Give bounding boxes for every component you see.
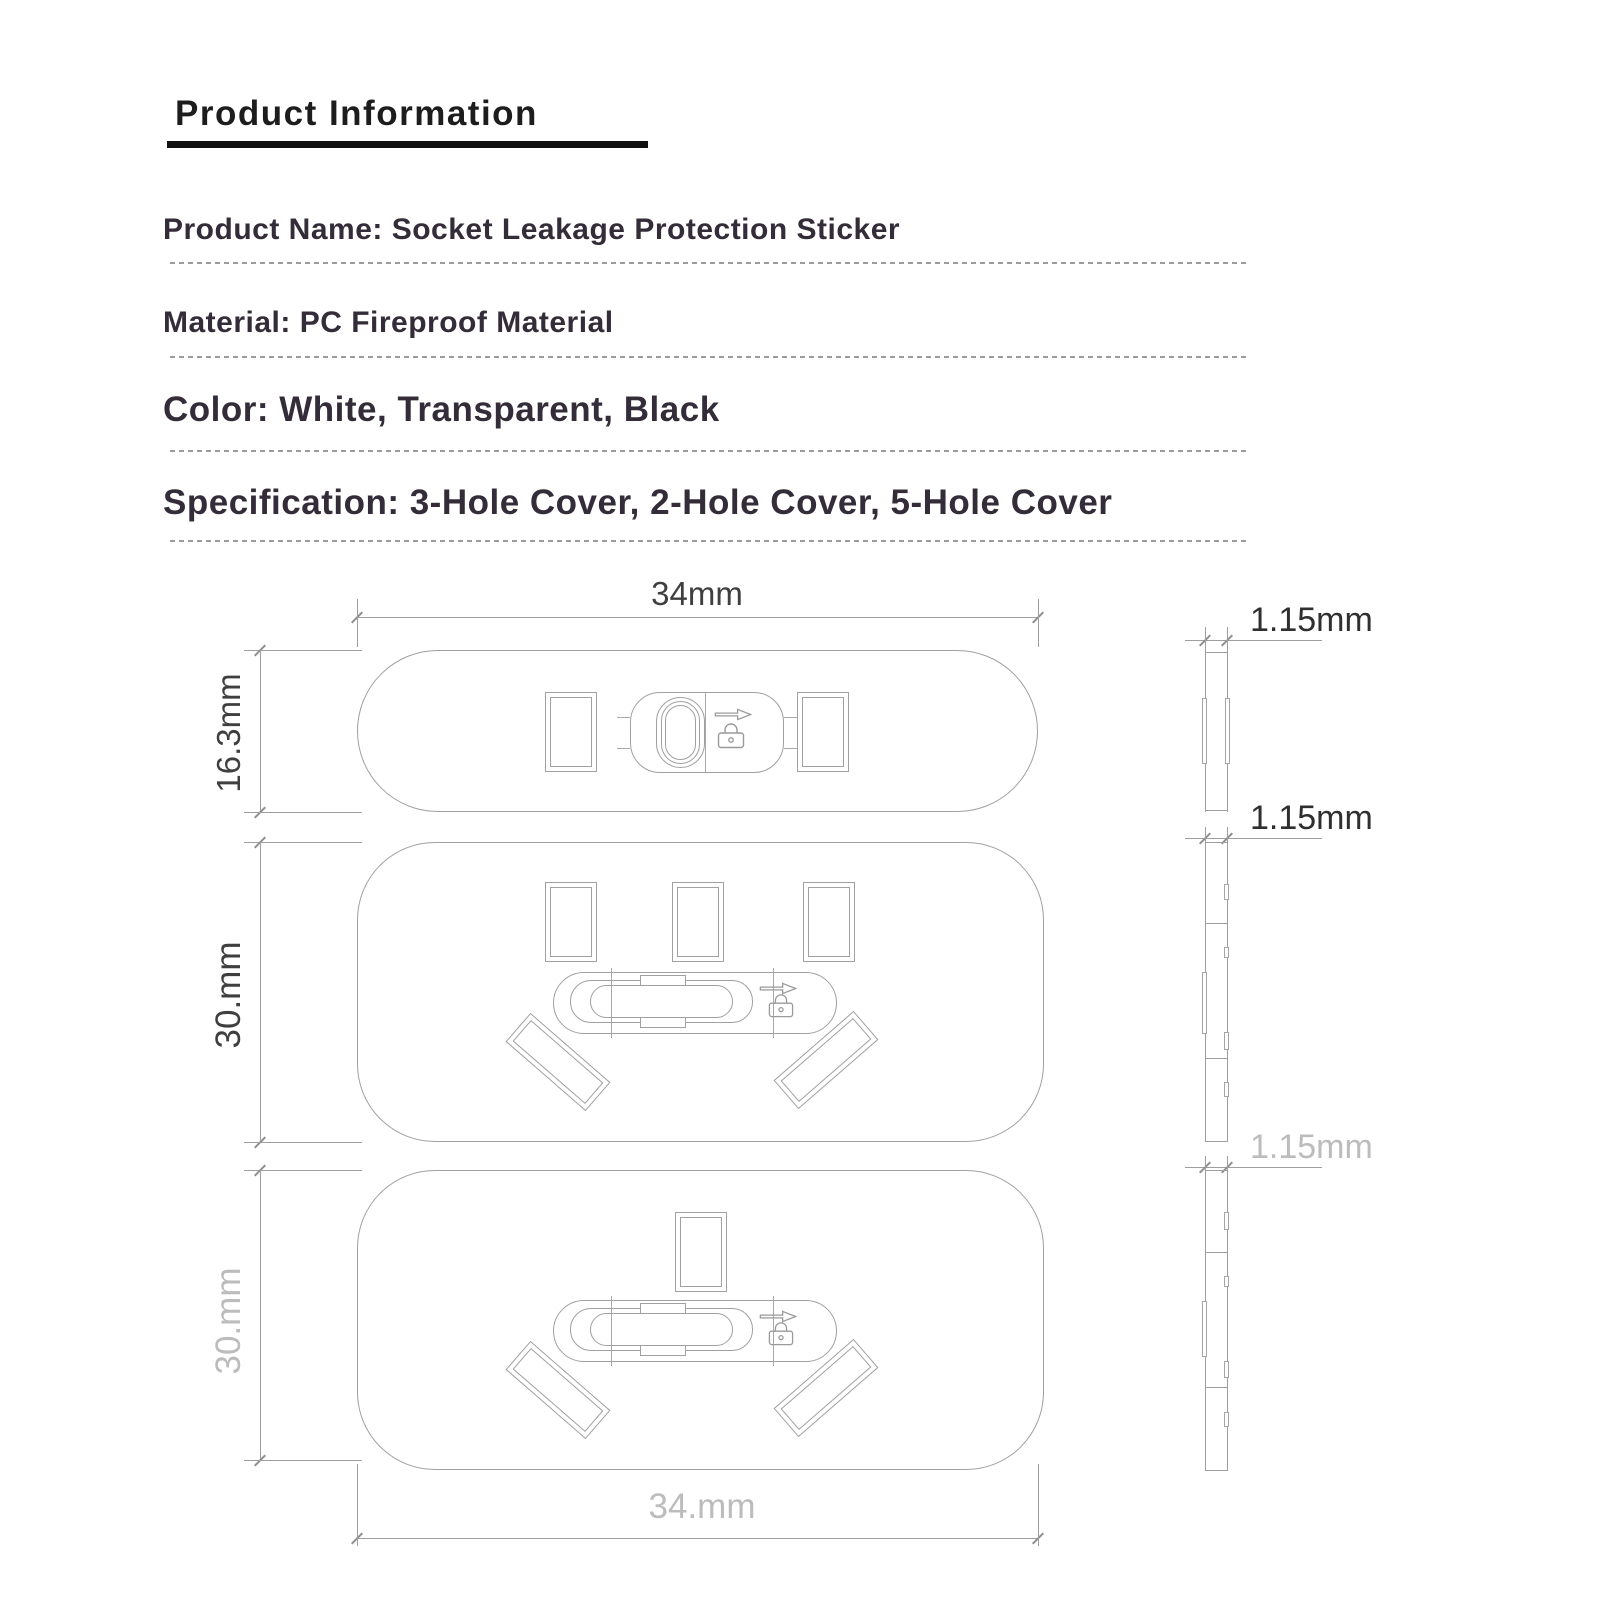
thickness-dimension-label: 1.15mm: [1250, 1128, 1373, 1166]
pin-slot: [545, 882, 597, 962]
width-dimension-label: 34mm: [651, 575, 743, 612]
spec-material: Material: PC Fireproof Material: [163, 306, 614, 339]
spec-product-name: Product Name: Socket Leakage Protection Sticker: [163, 213, 901, 246]
divider: [170, 356, 1248, 358]
dimension-line: [357, 1538, 1038, 1539]
padlock-icon: [766, 993, 796, 1018]
spec-color: Color: White, Transparent, Black: [163, 390, 720, 429]
pin-slot: [545, 692, 597, 772]
extension-line: [244, 1460, 362, 1461]
rotary-lock-mechanism: [630, 692, 784, 773]
extension-line: [244, 1142, 362, 1143]
height-dimension-label: 30.mm: [209, 1267, 248, 1375]
padlock-icon: [766, 1321, 796, 1346]
pin-slot: [675, 1212, 727, 1292]
dimension-line: [357, 617, 1038, 618]
title-underline: [167, 141, 648, 148]
pin-slot: [803, 882, 855, 962]
divider: [170, 540, 1248, 542]
padlock-icon: [716, 722, 746, 749]
page-title: Product Information: [175, 94, 538, 133]
extension-line: [244, 650, 362, 651]
extension-line: [357, 599, 358, 647]
extension-line: [244, 1170, 362, 1171]
extension-line: [1038, 599, 1039, 647]
width-dimension-label: 34.mm: [648, 1487, 756, 1526]
height-dimension-label: 16.3mm: [210, 673, 247, 793]
pin-slot: [797, 692, 849, 772]
rotary-lock-mechanism: [553, 972, 837, 1034]
thickness-dimension-label: 1.15mm: [1250, 601, 1373, 639]
spec-specification: Specification: 3-Hole Cover, 2-Hole Cover, 5-Hole Cover: [163, 483, 1113, 522]
extension-line: [1038, 1464, 1039, 1546]
height-dimension-label: 30.mm: [209, 941, 248, 1049]
extension-line: [244, 812, 362, 813]
dimension-line: [260, 1170, 261, 1460]
rotary-lock-mechanism: [553, 1300, 837, 1362]
divider: [170, 450, 1248, 452]
extension-line: [357, 1464, 358, 1546]
pin-slot: [672, 882, 724, 962]
unlock-arrow-icon: [714, 708, 752, 721]
thickness-dimension-label: 1.15mm: [1250, 799, 1373, 837]
dimension-line: [260, 842, 261, 1142]
dimension-line: [260, 650, 261, 812]
divider: [170, 262, 1248, 264]
extension-line: [244, 842, 362, 843]
